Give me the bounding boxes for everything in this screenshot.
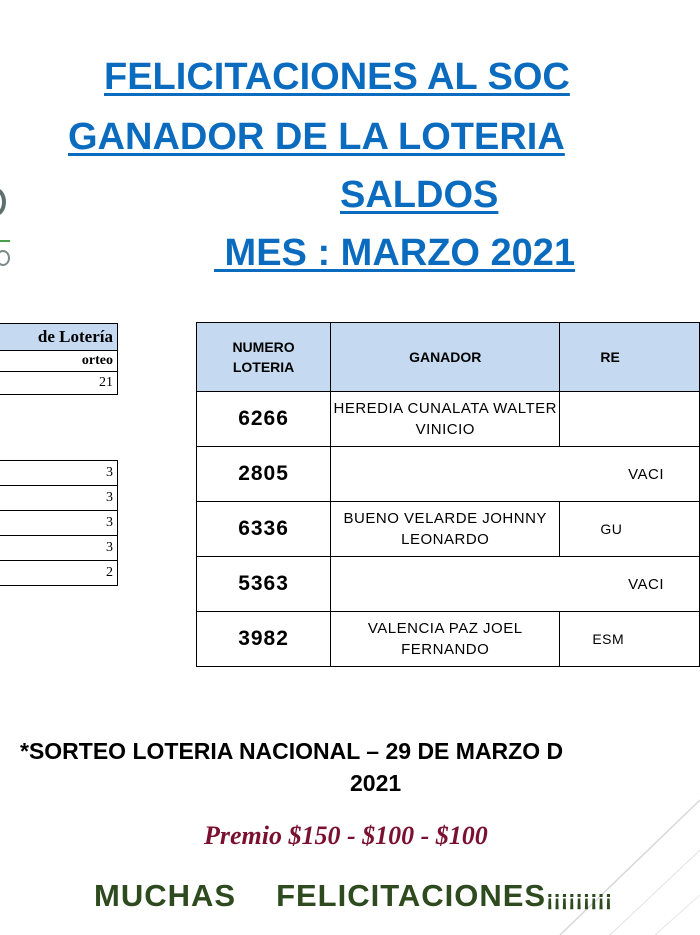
winner-result: GU (560, 502, 700, 557)
winner-result: ESM (560, 612, 700, 667)
winner-name: VALENCIA PAZ JOEL FERNANDO (331, 612, 560, 667)
congratulations-banner (94, 878, 612, 914)
table-row (197, 392, 700, 447)
title-line-4: MES : MARZO 2021 (214, 232, 576, 274)
count-cell: 3 (0, 461, 118, 486)
count-cell: 2 (0, 561, 118, 586)
exclamation-marks: ¡¡¡¡¡¡¡¡¡ (546, 886, 613, 911)
lottery-number: 3982 (197, 612, 331, 667)
prize-text: Premio $150 - $100 - $100 (204, 821, 488, 850)
congratulations-word-1: MUCHAS (94, 878, 237, 913)
title-line-1: FELICITACIONES AL SOC (104, 56, 570, 98)
lottery-info-label: orteo (0, 351, 118, 372)
winners-table (196, 322, 700, 667)
winner-name: HEREDIA CUNALATA WALTER VINICIO (331, 392, 560, 447)
count-cell: 3 (0, 511, 118, 536)
table-row (197, 502, 700, 557)
vacant-cell: VACI (331, 557, 700, 612)
draw-info-line-1: *SORTEO LOTERIA NACIONAL – 29 DE MARZO D (20, 738, 564, 764)
header-numero: NUMERO LOTERIA (197, 323, 331, 392)
lottery-info-value: 21 (0, 372, 118, 395)
lottery-number: 5363 (197, 557, 331, 612)
table-header-row (197, 323, 700, 392)
winner-result (560, 392, 700, 447)
lottery-info-header: de Lotería (0, 324, 118, 351)
title-line-3: SALDOS (340, 174, 499, 216)
table-row (197, 447, 700, 502)
table-row (197, 557, 700, 612)
draw-info-line-2: 2021 (350, 770, 402, 796)
logo-accent-line (0, 240, 10, 242)
winner-name: BUENO VELARDE JOHNNY LEONARDO (331, 502, 560, 557)
count-cell: 3 (0, 536, 118, 561)
header-resultado: RE (560, 323, 700, 392)
table-row (197, 612, 700, 667)
title-line-2: GANADOR DE LA LOTERIA (68, 116, 565, 158)
lottery-number: 2805 (197, 447, 331, 502)
lottery-number: 6336 (197, 502, 331, 557)
lottery-info-box (0, 323, 118, 395)
congratulations-word-2: FELICITACIONES (276, 878, 547, 913)
count-cell: 3 (0, 486, 118, 511)
vacant-cell: VACI (331, 447, 700, 502)
count-box (0, 460, 118, 586)
lottery-number: 6266 (197, 392, 331, 447)
header-ganador: GANADOR (331, 323, 560, 392)
